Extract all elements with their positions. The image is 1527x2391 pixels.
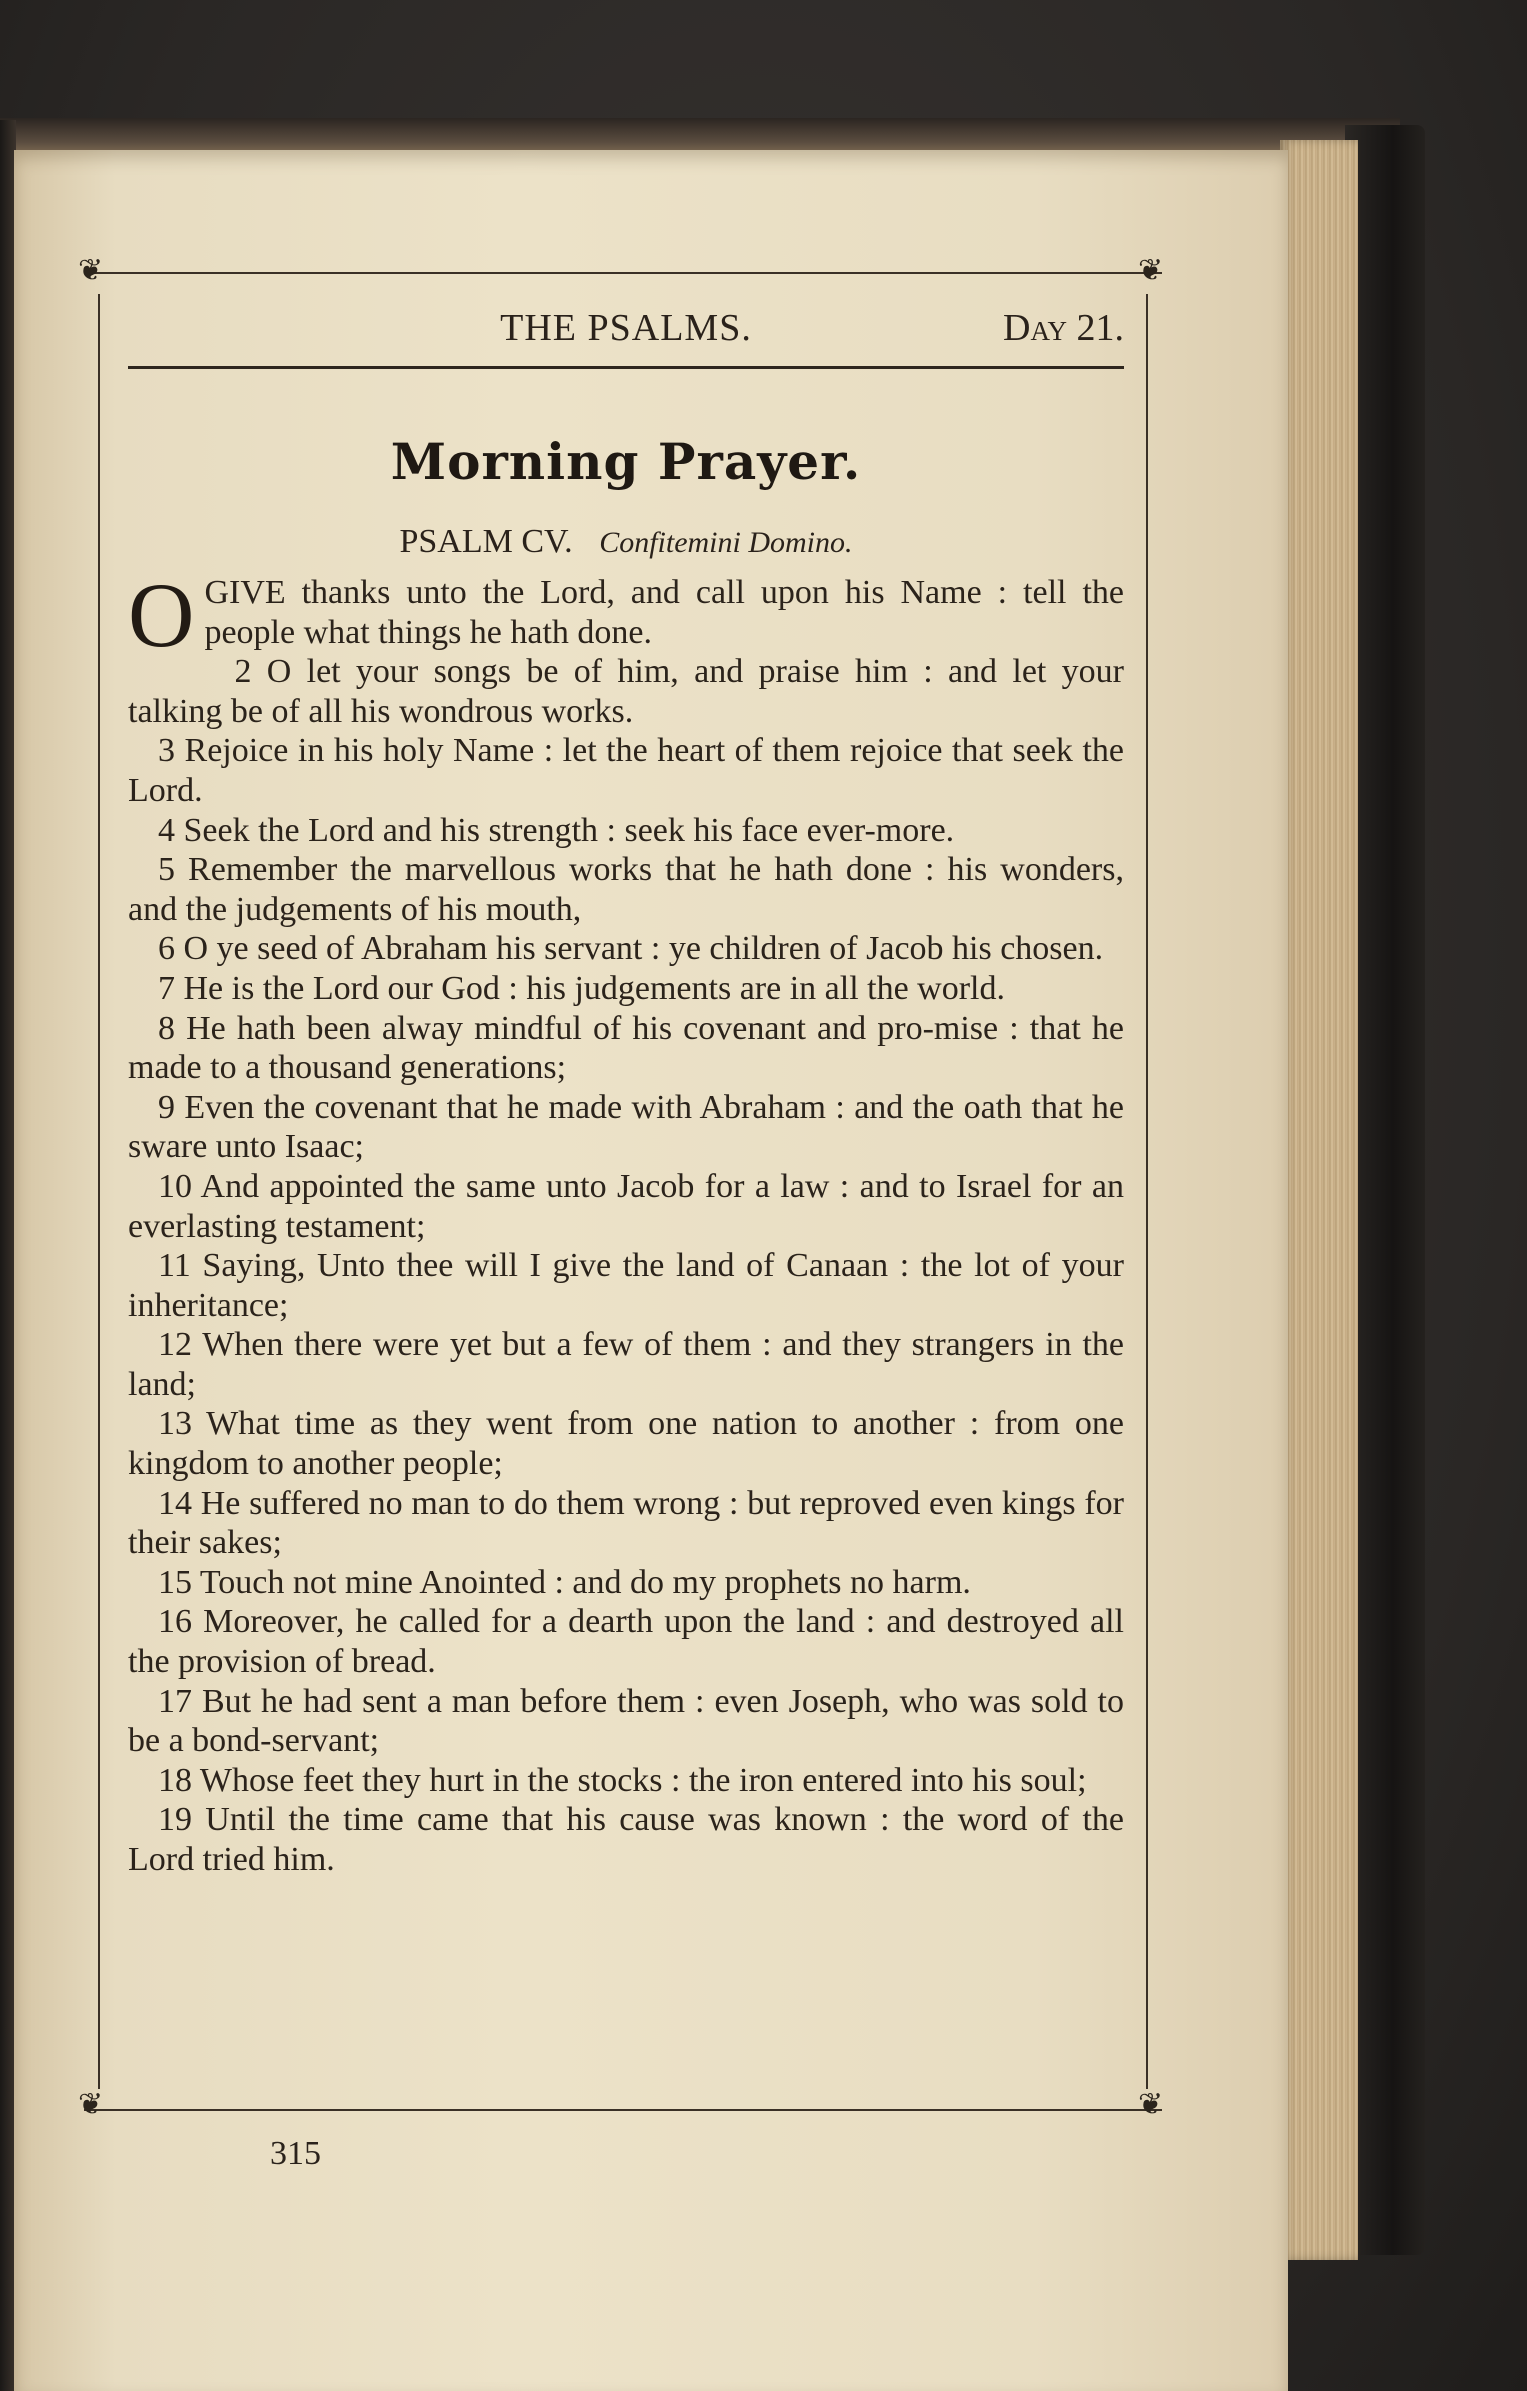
verse bbox=[128, 1563, 1124, 1603]
page-number: 315 bbox=[270, 2135, 321, 2172]
verse-text: 17 But he had sent a man before them : even Joseph, who was sold to be a bond-servant; bbox=[128, 1682, 1124, 1760]
running-head-title: THE PSALMS. bbox=[500, 307, 752, 349]
verse-text: 5 Remember the marvellous works that he hath done : his wonders, and the judgements of his mouth, bbox=[128, 851, 1124, 928]
verse bbox=[128, 1682, 1124, 1761]
verse bbox=[128, 564, 1124, 666]
header-rule bbox=[128, 366, 1124, 369]
verse bbox=[128, 731, 1124, 810]
running-head-day: Day 21. bbox=[1003, 307, 1124, 349]
verse-text: 13 What time as they went from one nation to another : from one kingdom to another people; bbox=[128, 1405, 1124, 1483]
psalm-latin-incipit: Confitemini Domino. bbox=[599, 526, 853, 559]
verse bbox=[128, 1800, 1124, 1879]
verse bbox=[128, 1761, 1124, 1801]
corner-ornament-icon: ❦ bbox=[1138, 253, 1164, 288]
verse bbox=[128, 1484, 1124, 1563]
corner-ornament-icon: ❦ bbox=[1138, 2087, 1164, 2122]
verse bbox=[128, 1404, 1124, 1483]
verse-text: 10 And appointed the same unto Jacob for a law : and to Israel for an everlasting testament; bbox=[128, 1167, 1124, 1245]
verse-text: 3 Rejoice in his holy Name : let the heart of them rejoice that seek the Lord. bbox=[128, 732, 1124, 809]
verse bbox=[128, 850, 1124, 929]
corner-ornament-icon: ❦ bbox=[78, 253, 104, 288]
drop-cap: O bbox=[128, 564, 195, 666]
verse-text: 9 Even the covenant that he made with Abraham : and the oath that he sware unto Isaac; bbox=[128, 1088, 1124, 1166]
verse bbox=[128, 969, 1124, 1009]
verse-text: 2 O let your songs be of him, and praise him : and let your talking be of all his wondrous works. bbox=[128, 653, 1124, 730]
page-edges bbox=[1280, 140, 1358, 2260]
verse bbox=[128, 1325, 1124, 1404]
psalm-number: PSALM CV. bbox=[399, 523, 573, 560]
verse bbox=[128, 929, 1124, 969]
psalm-title bbox=[128, 523, 1124, 561]
verse-text: 6 O ye seed of Abraham his servant : ye children of Jacob his chosen. bbox=[158, 930, 1104, 968]
verse-text: 7 He is the Lord our God : his judgements are in all the world. bbox=[158, 969, 1005, 1007]
verse-text: 15 Touch not mine Anointed : and do my prophets no harm. bbox=[158, 1563, 971, 1601]
verse-text: 12 When there were yet but a few of them : and they strangers in the land; bbox=[128, 1326, 1124, 1403]
corner-ornament-icon: ❦ bbox=[78, 2087, 104, 2122]
verse bbox=[128, 652, 1124, 731]
verse-text: 16 Moreover, he called for a dearth upon the land : and destroyed all the provision of bread. bbox=[128, 1603, 1124, 1681]
verse-text: 19 Until the time came that his cause was known : the word of the Lord tried him. bbox=[128, 1801, 1124, 1878]
verse bbox=[128, 1088, 1124, 1167]
psalm-text bbox=[128, 564, 1124, 1880]
verse-text: 18 Whose feet they hurt in the stocks : the iron entered into his soul; bbox=[158, 1761, 1087, 1799]
section-heading: Morning Prayer. bbox=[390, 432, 862, 491]
verse bbox=[128, 811, 1124, 851]
verse bbox=[128, 1246, 1124, 1325]
verse-text: 8 He hath been alway mindful of his covenant and pro-mise : that he made to a thousand generations; bbox=[128, 1009, 1124, 1087]
verse-text: 4 Seek the Lord and his strength : seek his face ever-more. bbox=[158, 811, 955, 849]
running-head bbox=[128, 306, 1124, 366]
verse-text: GIVE thanks unto the Lord, and call upon his Name : tell the people what things he hath done. bbox=[204, 574, 1124, 651]
verse bbox=[128, 1602, 1124, 1681]
verse-text: 11 Saying, Unto thee will I give the land of Canaan : the lot of your inheritance; bbox=[128, 1247, 1124, 1324]
verse-text: 14 He suffered no man to do them wrong : but reproved even kings for their sakes; bbox=[128, 1484, 1124, 1562]
verse bbox=[128, 1009, 1124, 1088]
verse bbox=[128, 1167, 1124, 1246]
